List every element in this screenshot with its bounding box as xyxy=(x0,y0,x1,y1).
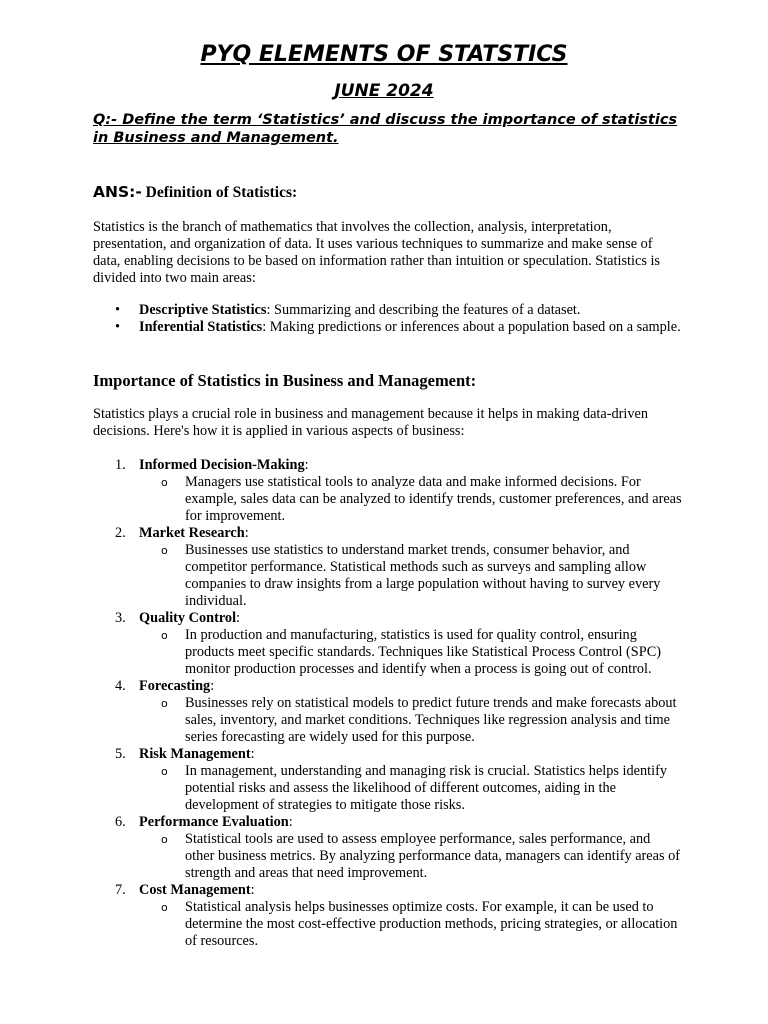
answer-prefix: ANS:- xyxy=(93,183,142,201)
list-item xyxy=(93,302,683,319)
importance-intro: Statistics plays a crucial role in business and management because it helps in making data-driven decisions. Here's how it is applied in various aspects of business: xyxy=(93,406,649,439)
item-number: 6. xyxy=(115,814,126,830)
list-item xyxy=(93,678,683,746)
item-number: 4. xyxy=(115,678,126,694)
list-item xyxy=(93,814,683,882)
item-title: Quality Control xyxy=(139,610,237,626)
item-colon: : xyxy=(250,746,255,762)
area-term: Inferential Statistics xyxy=(139,319,263,335)
item-number: 3. xyxy=(115,610,126,626)
item-detail-text: Statistical tools are used to assess employee performance, sales performance, and other business metrics. By analyzing performance data, managers can identify areas of strength and areas that need improvement. xyxy=(185,831,681,881)
item-detail xyxy=(139,831,683,882)
item-colon: : xyxy=(210,678,215,694)
circle-bullet-icon: o xyxy=(161,901,168,914)
circle-bullet-icon: o xyxy=(161,697,168,710)
area-term: Descriptive Statistics xyxy=(139,302,267,318)
item-colon: : xyxy=(236,610,241,626)
item-title: Cost Management xyxy=(139,882,251,898)
item-detail-text: Managers use statistical tools to analyze data and make informed decisions. For example, sales data can be analyzed to identify trends, customer preferences, and areas for improvement. xyxy=(185,474,682,524)
item-detail-text: In production and manufacturing, statistics is used for quality control, ensuring products meet specific standards. Techniques like Statistical Process Control (SPC) monitor production processes and identify when a process is going out of control. xyxy=(185,627,662,677)
item-colon: : xyxy=(288,814,293,830)
circle-bullet-icon: o xyxy=(161,544,168,557)
item-detail-text: Businesses use statistics to understand market trends, consumer behavior, and competitor performance. Statistical methods such as surveys and sampling allow companies to draw insights from a large population without having to survey every individual. xyxy=(185,542,661,609)
definition-paragraph: Statistics is the branch of mathematics that involves the collection, analysis, interpretation, presentation, and organization of data. It uses various techniques to summarize and make sense of data, enabling decisions to be based on information rather than intuition or speculation. Statistics is divided into two main areas: xyxy=(93,219,660,286)
area-text: : Summarizing and describing the features of a dataset. xyxy=(266,302,581,318)
circle-bullet-icon: o xyxy=(161,629,168,642)
list-item xyxy=(93,610,683,678)
answer-heading xyxy=(93,182,297,203)
item-colon: : xyxy=(244,525,249,541)
list-item xyxy=(93,319,683,336)
statistics-areas-list xyxy=(93,302,683,336)
item-detail xyxy=(139,474,683,525)
question-text: Q:- Define the term ‘Statistics’ and discuss the importance of statistics in Business and Management. xyxy=(93,112,678,146)
item-number: 7. xyxy=(115,882,126,898)
item-title: Forecasting xyxy=(139,678,211,694)
item-number: 5. xyxy=(115,746,126,762)
item-colon: : xyxy=(250,882,255,898)
circle-bullet-icon: o xyxy=(161,765,168,778)
item-colon: : xyxy=(304,457,309,473)
circle-bullet-icon: o xyxy=(161,476,168,489)
list-item xyxy=(93,457,683,525)
item-detail xyxy=(139,899,683,950)
list-item xyxy=(93,746,683,814)
item-detail-text: Businesses rely on statistical models to predict future trends and make forecasts about sales, inventory, and market conditions. Techniques like regression analysis and time series forecasting are widely used for this purpose. xyxy=(185,695,677,745)
list-item xyxy=(93,525,683,610)
item-detail xyxy=(139,695,683,746)
item-title: Risk Management xyxy=(139,746,251,762)
page-subtitle: JUNE 2024 xyxy=(334,81,434,101)
item-detail-text: In management, understanding and managing risk is crucial. Statistics helps identify potential risks and assess the likelihood of different outcomes, aiding in the development of strategies to mitigate those risks. xyxy=(185,763,668,813)
item-detail xyxy=(139,627,683,678)
section-heading: Importance of Statistics in Business and Management: xyxy=(93,371,477,390)
item-title: Market Research xyxy=(139,525,245,541)
bullet-icon: • xyxy=(115,302,121,318)
item-detail xyxy=(139,542,683,610)
circle-bullet-icon: o xyxy=(161,833,168,846)
item-title: Informed Decision-Making xyxy=(139,457,305,473)
item-title: Performance Evaluation xyxy=(139,814,289,830)
answer-heading-text: Definition of Statistics: xyxy=(141,184,298,201)
item-number: 2. xyxy=(115,525,126,541)
bullet-icon: • xyxy=(115,319,121,335)
item-detail-text: Statistical analysis helps businesses optimize costs. For example, it can be used to determine the most cost-effective production methods, pricing strategies, or allocation of resources. xyxy=(185,899,678,949)
area-text: : Making predictions or inferences about a population based on a sample. xyxy=(262,319,681,335)
page-title: PYQ ELEMENTS OF STATSTICS xyxy=(200,42,568,67)
item-number: 1. xyxy=(115,457,126,473)
importance-list xyxy=(93,457,683,950)
list-item xyxy=(93,882,683,950)
item-detail xyxy=(139,763,683,814)
